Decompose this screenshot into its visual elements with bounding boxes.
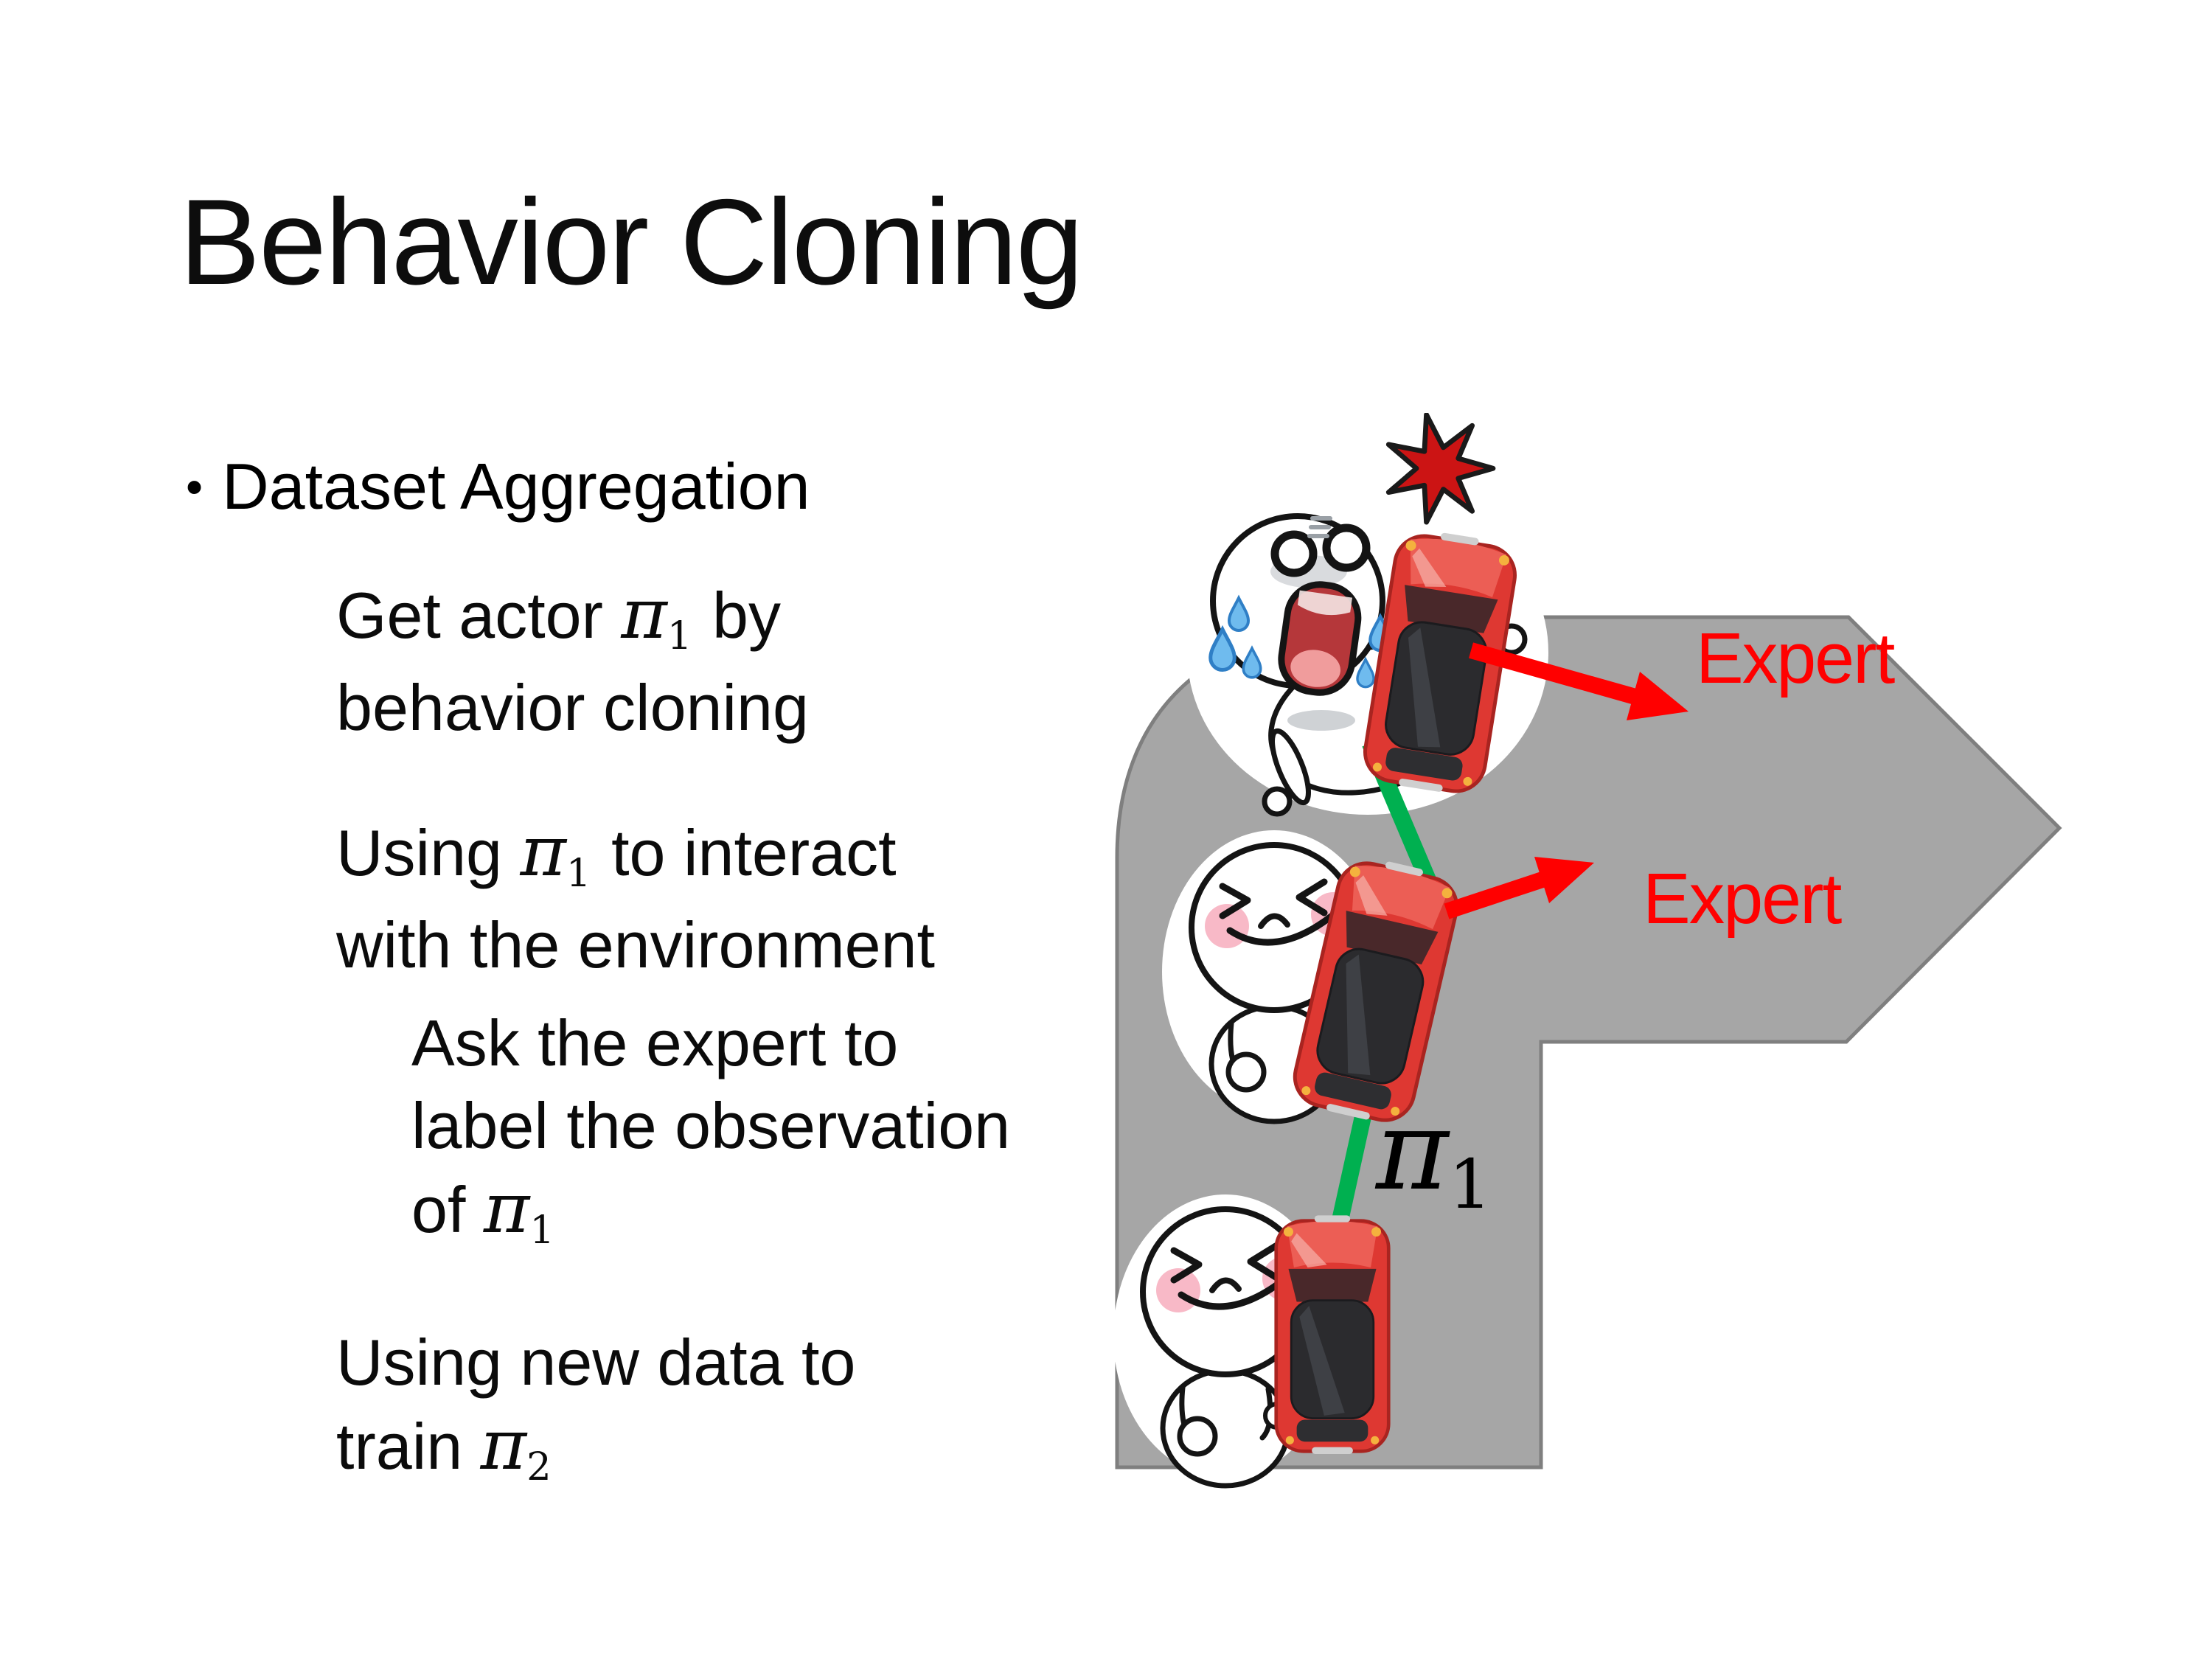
slide-title: Behavior Cloning bbox=[179, 174, 1082, 310]
expert-label-1: Expert bbox=[1696, 618, 1894, 698]
step-text: label the observation bbox=[411, 1089, 1011, 1162]
step-text: train bbox=[336, 1410, 481, 1483]
step-get-actor bbox=[336, 573, 809, 749]
pi-symbol: π bbox=[1376, 1087, 1449, 1215]
pi-subscript: 1 bbox=[667, 613, 692, 658]
behavior-cloning-diagram bbox=[1032, 413, 2183, 1519]
step-ask-expert bbox=[411, 1002, 1010, 1261]
step-text: to interact bbox=[593, 816, 897, 889]
pi-symbol: π bbox=[483, 1168, 530, 1249]
character-hand-left bbox=[1265, 789, 1290, 814]
chin-shadow bbox=[1287, 710, 1355, 731]
pi-subscript: 1 bbox=[1448, 1145, 1492, 1224]
open-mouth bbox=[1277, 580, 1362, 697]
pi-subscript: 1 bbox=[529, 1207, 554, 1253]
pi-symbol: π bbox=[621, 574, 667, 655]
pi-subscript: 1 bbox=[566, 850, 591, 896]
step-text: of bbox=[411, 1173, 484, 1246]
wide-eye-left bbox=[1275, 535, 1313, 573]
step-text: Using bbox=[336, 816, 521, 889]
pi-symbol: π bbox=[520, 811, 566, 892]
bullet-marker: • bbox=[186, 459, 204, 514]
bullet-item bbox=[186, 445, 810, 528]
pi-symbol: π bbox=[480, 1405, 527, 1486]
car-icon-bottom bbox=[1276, 1215, 1389, 1454]
pi-subscript: 2 bbox=[526, 1444, 552, 1489]
step-text: behavior cloning bbox=[336, 671, 809, 744]
bullet-label: Dataset Aggregation bbox=[222, 450, 810, 523]
step-text: with the environment bbox=[336, 908, 935, 981]
step-train-pi2 bbox=[336, 1321, 855, 1498]
step-text: Using new data to bbox=[336, 1326, 856, 1399]
step-text: Ask the expert to bbox=[411, 1006, 899, 1079]
step-text: by bbox=[694, 579, 781, 652]
expert-label-2: Expert bbox=[1643, 858, 1841, 939]
step-using-pi1 bbox=[336, 810, 935, 987]
wide-eye-right bbox=[1326, 528, 1366, 568]
step-text: Get actor bbox=[336, 579, 622, 652]
